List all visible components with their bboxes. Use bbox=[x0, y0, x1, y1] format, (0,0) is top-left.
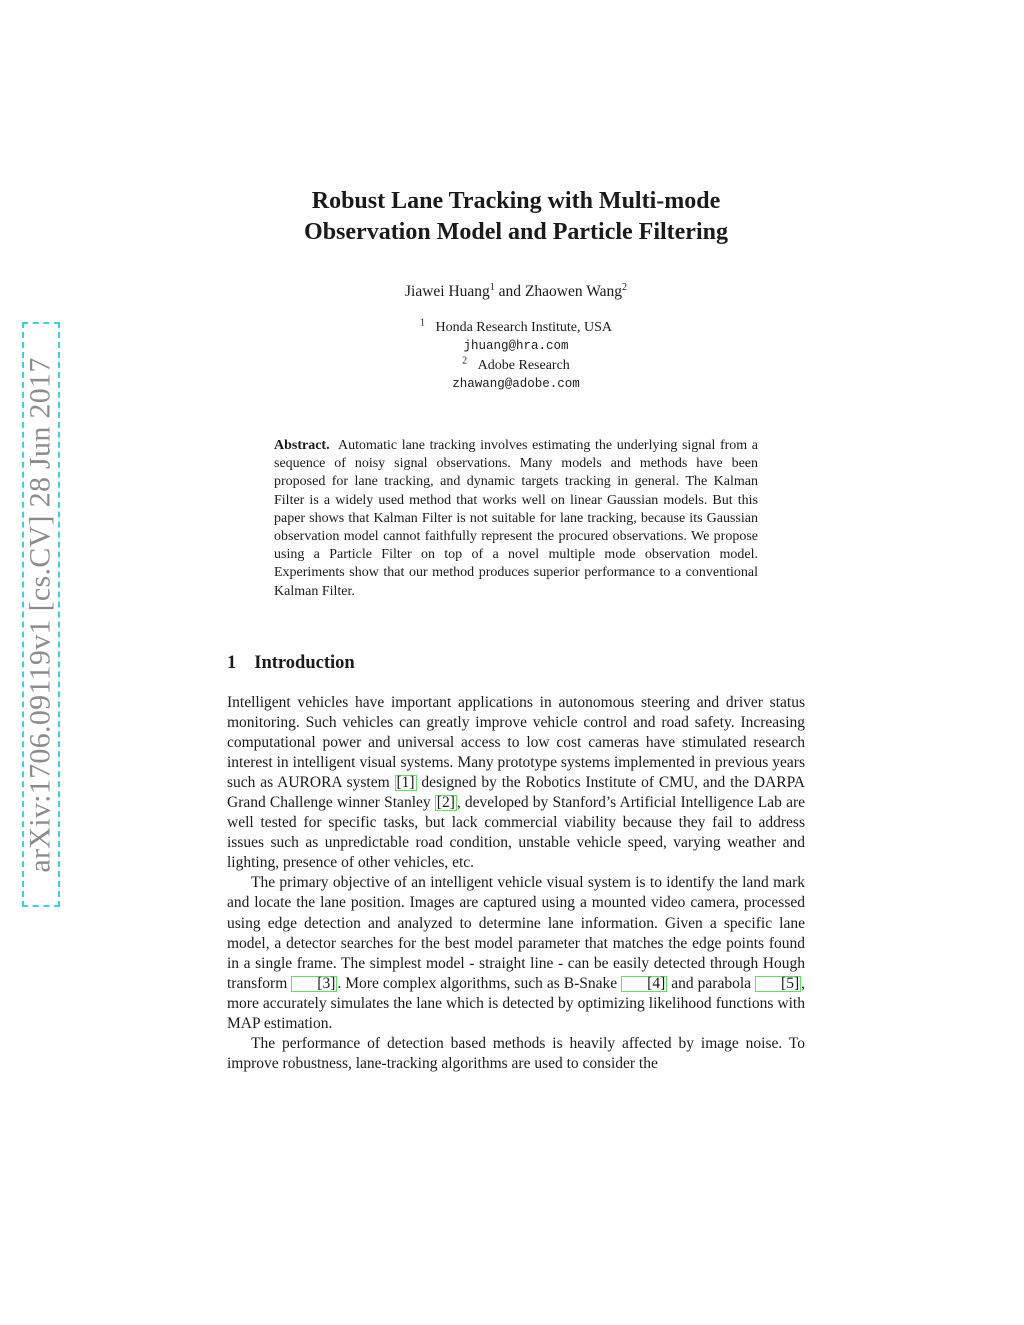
section-number: 1 bbox=[227, 653, 237, 673]
arxiv-identifier: arXiv:1706.09119v1 [cs.CV] 28 Jun 2017 bbox=[24, 356, 57, 873]
paragraph bbox=[227, 693, 805, 873]
affiliations bbox=[227, 318, 805, 394]
arxiv-stamp bbox=[22, 322, 60, 907]
paper-title bbox=[227, 186, 805, 248]
citation-link[interactable]: [3] bbox=[291, 976, 337, 992]
section-body bbox=[227, 693, 805, 1074]
section-title: Introduction bbox=[254, 653, 355, 673]
abstract bbox=[274, 437, 758, 601]
author-name: Zhaowen Wang bbox=[524, 283, 622, 300]
paragraph-text: , developed by Stanford’s Artificial Intelligence Lab are well tested for specific tasks, but lack commercial viability because they fail to address issues such as unpredictable road condition, unstable vehicle speed, varying weather and lighting, presence of other vehicles, etc. bbox=[227, 794, 805, 872]
citation-link[interactable]: [2] bbox=[436, 794, 455, 812]
citation-link[interactable]: [5] bbox=[755, 976, 801, 992]
paragraph-text: and parabola bbox=[667, 974, 756, 992]
author-list bbox=[227, 283, 805, 301]
abstract-label: Abstract. bbox=[274, 438, 330, 453]
citation-link[interactable]: [4] bbox=[621, 976, 667, 992]
abstract-text: Automatic lane tracking involves estimating the underlying signal from a sequence of noisy signal observations. Many models and methods have been proposed for lane tracking, and dynamic targets tracking in general. The Kalman Filter is a widely used method that works well on linear Gaussian models. But this paper shows that Kalman Filter is not suitable for lane tracking, because its Gaussian observation model cannot faithfully represent the procured observations. We propose using a Particle Filter on top of a novel multiple mode observation model. Experiments show that our method produces superior performance to a conventional Kalman Filter. bbox=[274, 438, 758, 599]
affiliation-mark: 2 bbox=[462, 355, 468, 367]
title-line-1: Robust Lane Tracking with Multi-mode bbox=[311, 188, 721, 214]
paragraph bbox=[227, 1034, 805, 1074]
author-mark: 1 bbox=[489, 281, 495, 293]
affiliation-2 bbox=[227, 356, 805, 375]
paragraph-text: The performance of detection based methods is heavily affected by image noise. To improve robustness, lane-tracking algorithms are used to consider the bbox=[227, 1034, 805, 1072]
email-link-1[interactable]: jhuang@hra.com bbox=[463, 339, 569, 353]
paragraph-text: The primary objective of an intelligent vehicle visual system is to identify the land mark and locate the lane position. Images are captured using a mounted video camera, processed using edge detection and analyzed to determine lane information. Given a specific lane model, a detector searches for the best model parameter that matches the edge points found in a single frame. The simplest model - straight line - can be easily detected through Hough transform bbox=[227, 874, 805, 992]
author-mark: 2 bbox=[621, 281, 627, 293]
affiliation-1 bbox=[227, 318, 805, 337]
paragraph bbox=[227, 873, 805, 1033]
author-name: Jiawei Huang bbox=[405, 283, 490, 300]
affiliation-name: Honda Research Institute, USA bbox=[435, 320, 613, 335]
title-line-2: Observation Model and Particle Filtering bbox=[304, 219, 728, 245]
citation-link[interactable]: [1] bbox=[396, 774, 415, 792]
paragraph-text: . More complex algorithms, such as B-Snake bbox=[337, 974, 622, 992]
affiliation-name: Adobe Research bbox=[477, 358, 570, 373]
email-link-2[interactable]: zhawang@adobe.com bbox=[452, 377, 580, 391]
section-heading bbox=[227, 653, 355, 674]
paragraph-text: designed by the Robotics Institute of CMU, and the DARPA Grand Challenge winner Stanley bbox=[227, 774, 805, 812]
paragraph-text: Intelligent vehicles have important applications in autonomous steering and driver status monitoring. Such vehicles can greatly improve vehicle control and road safety. Increasing computational power and universal access to low cost cameras have stimulated research interest in intelligent visual systems. Many prototype systems implemented in previous years such as AURORA system bbox=[227, 694, 805, 792]
author-conjunction: and bbox=[494, 283, 525, 300]
affiliation-mark: 1 bbox=[419, 317, 425, 329]
paragraph-text: , more accurately simulates the lane which is detected by optimizing likelihood functions with MAP estimation. bbox=[227, 974, 805, 1032]
